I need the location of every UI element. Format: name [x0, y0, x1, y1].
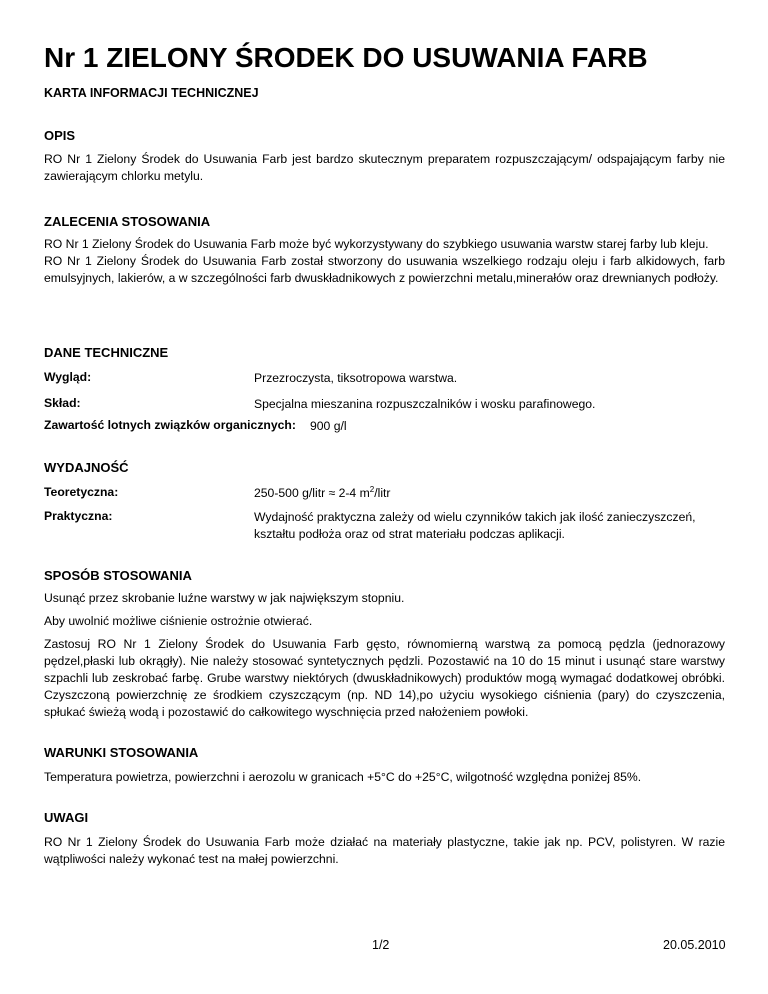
section-heading-uwagi: UWAGI: [44, 810, 89, 825]
wyglad-value: Przezroczysta, tiksotropowa warstwa.: [254, 371, 458, 385]
document-title: Nr 1 ZIELONY ŚRODEK DO USUWANIA FARB: [44, 42, 648, 73]
sposob-paragraph-3: Zastosuj RO Nr 1 Zielony Środek do Usuwania Farb gęsto, równomierną warstwą za pomocą pędzla (jednorazowy pędzel,płaski lub okrągły). Nie należy stosować syntetycznych pędzli. Pozostawić na 10 do 15 minut i usunąć stare warstwy szpachli lub zeskrobać farbę. Grube warstwy niektórych (dwuskładnikowych) produktów mogą wymagać dodatkowej obróbki. Czyszczoną powierzchnię ze środkiem czyszczącym (np. ND 14),po użyciu wysokiego ciśnienia (pary) do czyszczenia, spłukać świeżą wodą i pozostawić do całkowitego wyschnięcia przed nałożeniem powłoki.: [44, 637, 725, 719]
section-heading-zalecenia: ZALECENIA STOSOWANIA: [44, 214, 211, 229]
section-zalecenia: [44, 214, 725, 287]
teoretyczna-value-main: 250-500 g/litr ≈ 2-4 m: [254, 486, 370, 500]
document-subtitle: KARTA INFORMACJI TECHNICZNEJ: [44, 86, 259, 100]
zalecenia-paragraph-1: RO Nr 1 Zielony Środek do Usuwania Farb może być wykorzystywany do szybkiego usuwania warstw starej farby lub kleju.: [44, 237, 709, 251]
section-heading-wydajnosc: WYDAJNOŚĆ: [44, 460, 129, 475]
sposob-paragraph-2: Aby uwolnić możliwe ciśnienie ostrożnie otwierać.: [44, 614, 313, 628]
section-wydajnosc: [44, 460, 725, 550]
section-uwagi: [44, 810, 725, 868]
teoretyczna-label: Teoretyczna:: [44, 485, 119, 499]
section-dane-techniczne: [44, 345, 725, 435]
sklad-label: Skład:: [44, 396, 81, 410]
wyglad-label: Wygląd:: [44, 370, 92, 384]
teoretyczna-value-unit: /litr: [374, 486, 391, 500]
zalecenia-paragraph-2: RO Nr 1 Zielony Środek do Usuwania Farb został stworzony do usuwania wszelkiego rodzaju oleju i farb alkidowych, farb emulsyjnych, lakierów, a w szczególności farb dwuskładnikowych z powierzchni metalu,minerałów oraz drewnianych podłoży.: [44, 254, 725, 285]
praktyczna-value: Wydajność praktyczna zależy od wielu czynników takich jak ilość zanieczyszczeń, kształtu podłoża oraz od strat materiału podczas aplikacji.: [254, 510, 696, 541]
section-heading-sposob: SPOSÓB STOSOWANIA: [44, 568, 192, 583]
section-warunki: [44, 745, 725, 786]
section-heading-opis: OPIS: [44, 128, 76, 143]
voc-value: 900 g/l: [310, 419, 347, 433]
opis-text: RO Nr 1 Zielony Środek do Usuwania Farb jest bardzo skutecznym preparatem rozpuszczającym/ odspajającym farby nie zawierającym chlorku metylu.: [44, 152, 725, 183]
page-number: 1/2: [372, 938, 390, 952]
sklad-value: Specjalna mieszanina rozpuszczalników i wosku parafinowego.: [254, 397, 596, 411]
teoretyczna-value: [254, 485, 725, 502]
section-heading-warunki: WARUNKI STOSOWANIA: [44, 745, 199, 760]
voc-label: Zawartość lotnych związków organicznych:: [44, 418, 296, 432]
document-date: 20.05.2010: [663, 938, 726, 952]
praktyczna-label: Praktyczna:: [44, 509, 113, 523]
section-opis: [44, 128, 725, 185]
uwagi-text: RO Nr 1 Zielony Środek do Usuwania Farb może działać na materiały plastyczne, takie jak np. PCV, polistyren. W razie wątpliwości należy wykonać test na małej powierzchni.: [44, 835, 725, 866]
warunki-text: Temperatura powietrza, powierzchni i aerozolu w granicach +5°C do +25°C, wilgotność względna poniżej 85%.: [44, 770, 642, 784]
section-heading-dane: DANE TECHNICZNE: [44, 345, 169, 360]
sposob-paragraph-1: Usunąć przez skrobanie luźne warstwy w jak największym stopniu.: [44, 591, 405, 605]
teoretyczna-value-sup: 2: [369, 484, 375, 494]
section-sposob: [44, 568, 725, 721]
